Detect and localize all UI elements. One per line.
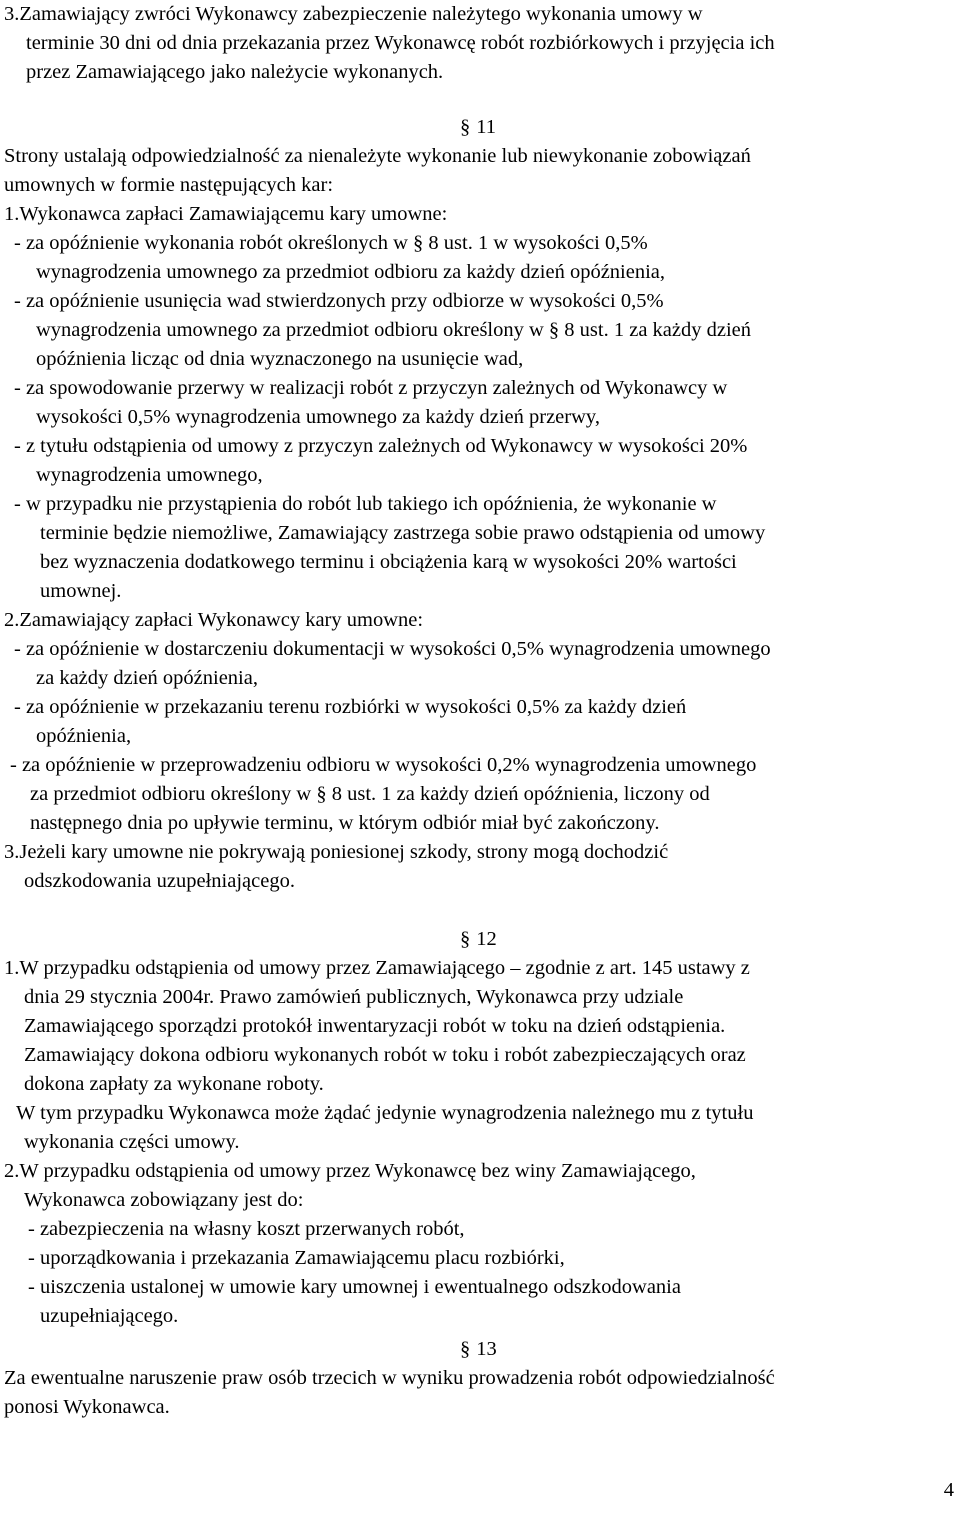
text-line: 2.W przypadku odstąpienia od umowy przez Wykonawcę bez winy Zamawiającego,: [4, 1160, 696, 1182]
text-line: - uiszczenia ustalonej w umowie kary umownej i ewentualnego odszkodowania: [28, 1276, 681, 1298]
text-line: 2.Zamawiający zapłaci Wykonawcy kary umowne:: [4, 609, 424, 631]
text-line: - w przypadku nie przystąpienia do robót lub takiego ich opóźnienia, że wykonanie w: [14, 493, 717, 515]
text-line: Zamawiający dokona odbioru wykonanych robót w toku i robót zabezpieczających oraz: [24, 1044, 746, 1066]
text-line: - za opóźnienie w przekazaniu terenu rozbiórki w wysokości 0,5% za każdy dzień: [14, 696, 687, 718]
text-line: odszkodowania uzupełniającego.: [24, 870, 295, 892]
text-line: umownych w formie następujących kar:: [4, 174, 334, 196]
text-line: za przedmiot odbioru określony w § 8 ust. 1 za każdy dzień opóźnienia, liczony od: [30, 783, 710, 805]
section-sign-icon: §: [460, 928, 471, 950]
text-line: wykonania części umowy.: [24, 1131, 240, 1153]
text-line: dokona zapłaty za wykonane roboty.: [24, 1073, 324, 1095]
text-line: - zabezpieczenia na własny koszt przerwanych robót,: [28, 1218, 465, 1240]
text-line: wynagrodzenia umownego za przedmiot odbioru za każdy dzień opóźnienia,: [36, 261, 666, 283]
text-line: - uporządkowania i przekazania Zamawiającemu placu rozbiórki,: [28, 1247, 565, 1269]
text-line: 1.W przypadku odstąpienia od umowy przez Zamawiającego – zgodnie z art. 145 ustawy z: [4, 957, 750, 979]
section-sign-icon: §: [460, 1338, 471, 1360]
text-line: 1.Wykonawca zapłaci Zamawiającemu kary umowne:: [4, 203, 448, 225]
text-line: uzupełniającego.: [40, 1305, 179, 1327]
section-number: 13: [476, 1338, 497, 1360]
text-line: opóźnienia,: [36, 725, 132, 747]
text-line: przez Zamawiającego jako należycie wykonanych.: [26, 61, 444, 83]
text-line: umownej.: [40, 580, 122, 602]
text-line: wynagrodzenia umownego,: [36, 464, 263, 486]
section-heading-13: [460, 1335, 497, 1364]
text-line: ponosi Wykonawca.: [4, 1396, 170, 1418]
text-line: dnia 29 stycznia 2004r. Prawo zamówień publicznych, Wykonawca przy udziale: [24, 986, 684, 1008]
section-heading-12: [460, 925, 497, 954]
text-line: Strony ustalają odpowiedzialność za nienależyte wykonanie lub niewykonanie zobowiązań: [4, 145, 751, 167]
text-line: - z tytułu odstąpienia od umowy z przyczyn zależnych od Wykonawcy w wysokości 20%: [14, 435, 748, 457]
text-line: 3.Jeżeli kary umowne nie pokrywają poniesionej szkody, strony mogą dochodzić: [4, 841, 669, 863]
text-line: Zamawiającego sporządzi protokół inwentaryzacji robót w toku na dzień odstąpienia.: [24, 1015, 726, 1037]
text-line: terminie będzie niemożliwe, Zamawiający zastrzega sobie prawo odstąpienia od umowy: [40, 522, 766, 544]
text-line: - za opóźnienie usunięcia wad stwierdzonych przy odbiorze w wysokości 0,5%: [14, 290, 664, 312]
text-line: W tym przypadku Wykonawca może żądać jedynie wynagrodzenia należnego mu z tytułu: [16, 1102, 754, 1124]
section-number: 11: [476, 116, 496, 138]
text-line: - za spowodowanie przerwy w realizacji robót z przyczyn zależnych od Wykonawcy w: [14, 377, 728, 399]
text-line: za każdy dzień opóźnienia,: [36, 667, 258, 689]
text-line: Za ewentualne naruszenie praw osób trzecich w wyniku prowadzenia robót odpowiedzialność: [4, 1367, 775, 1389]
text-line: - za opóźnienie w dostarczeniu dokumentacji w wysokości 0,5% wynagrodzenia umownego: [14, 638, 771, 660]
text-line: wysokości 0,5% wynagrodzenia umownego za każdy dzień przerwy,: [36, 406, 600, 428]
section-sign-icon: §: [460, 116, 471, 138]
text-line: Wykonawca zobowiązany jest do:: [24, 1189, 304, 1211]
text-line: - za opóźnienie wykonania robót określonych w § 8 ust. 1 w wysokości 0,5%: [14, 232, 648, 254]
section-heading-11: [460, 113, 496, 142]
text-line: - za opóźnienie w przeprowadzeniu odbioru w wysokości 0,2% wynagrodzenia umownego: [10, 754, 757, 776]
text-line: 3.Zamawiający zwróci Wykonawcy zabezpieczenie należytego wykonania umowy w: [4, 3, 703, 25]
text-line: wynagrodzenia umownego za przedmiot odbioru określony w § 8 ust. 1 za każdy dzień: [36, 319, 752, 341]
section-number: 12: [476, 928, 497, 950]
text-line: opóźnienia licząc od dnia wyznaczonego na usunięcie wad,: [36, 348, 524, 370]
text-line: bez wyznaczenia dodatkowego terminu i obciążenia karą w wysokości 20% wartości: [40, 551, 737, 573]
text-line: terminie 30 dni od dnia przekazania przez Wykonawcę robót rozbiórkowych i przyjęcia ich: [26, 32, 775, 54]
text-line: następnego dnia po upływie terminu, w którym odbiór miał być zakończony.: [30, 812, 660, 834]
page-number: 4: [943, 1479, 954, 1501]
